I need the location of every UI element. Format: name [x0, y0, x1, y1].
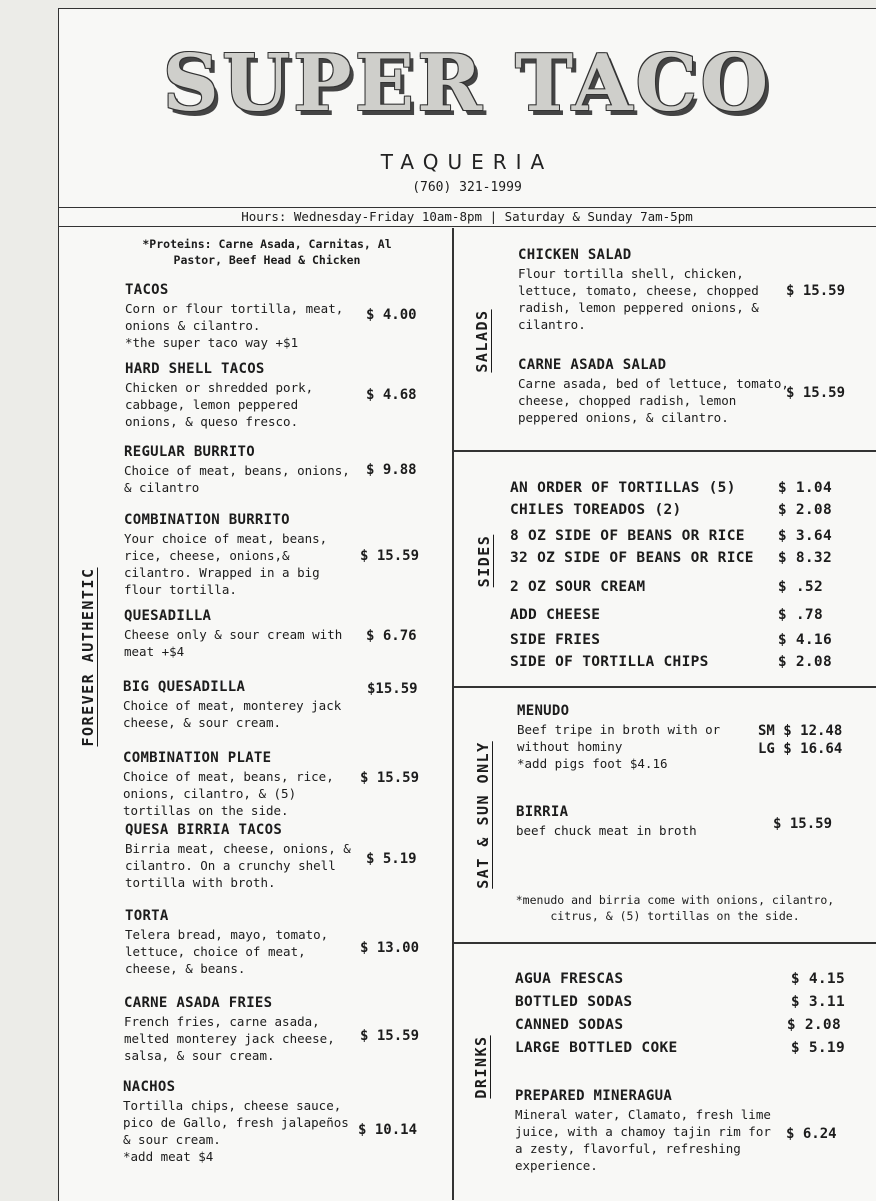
side-item-price: $ 2.08 — [777, 654, 832, 670]
menu-item-carne-asada-fries — [124, 995, 354, 1064]
side-item — [510, 579, 855, 595]
drink-item-name: AGUA FRESCAS — [515, 971, 624, 987]
menu-item-hard-shell-tacos — [125, 361, 355, 430]
item-price: $ 15.59 — [360, 1028, 420, 1044]
side-item-name: CHILES TOREADOS (2) — [510, 502, 682, 518]
side-item — [510, 550, 855, 566]
menu-header — [58, 8, 876, 228]
item-name: TORTA — [125, 908, 169, 924]
item-name: CHICKEN SALAD — [518, 247, 632, 263]
section-label-forever-authentic: FOREVER AUTHENTIC — [79, 567, 97, 747]
section-label-sides: SIDES — [475, 534, 493, 588]
item-name: COMBINATION BURRITO — [124, 512, 290, 528]
section-label-sat-sun-only: SAT & SUN ONLY — [474, 741, 492, 889]
menu-item-tacos — [125, 282, 355, 351]
item-name: HARD SHELL TACOS — [125, 361, 265, 377]
item-desc: Birria meat, cheese, onions, & cilantro. On a crunchy shell tortilla with broth. — [125, 841, 351, 890]
item-note: *the super taco way +$1 — [125, 335, 299, 350]
side-item-price: $ 3.64 — [777, 528, 832, 544]
menu-item-prepared-mineragua — [515, 1088, 780, 1174]
item-name: QUESADILLA — [124, 608, 212, 624]
item-price: $ 9.88 — [366, 462, 417, 478]
item-desc: Corn or flour tortilla, meat, onions & cilantro. — [125, 301, 344, 333]
phone-number: (760) 321-1999 — [412, 180, 522, 195]
menu-item-quesa-birria-tacos — [125, 822, 355, 891]
item-desc: Tortilla chips, cheese sauce, pico de Gallo, fresh jalapeños & sour cream. — [123, 1098, 349, 1147]
menu-item-torta — [125, 908, 350, 977]
menu-item-carne-asada-salad — [518, 357, 793, 426]
item-price: $ 15.59 — [786, 385, 846, 401]
item-price: $15.59 — [367, 681, 418, 697]
item-desc: Choice of meat, beans, rice, onions, cilantro, & (5) tortillas on the side. — [123, 769, 334, 818]
menu-item-quesadilla — [124, 608, 354, 660]
column-divider — [452, 228, 454, 1200]
side-item-price: $ .52 — [777, 579, 823, 595]
side-item-name: AN ORDER OF TORTILLAS (5) — [510, 480, 736, 496]
drink-item-price: $ 4.15 — [790, 971, 845, 987]
item-name: COMBINATION PLATE — [123, 750, 272, 766]
side-item — [510, 528, 855, 544]
side-item-name: SIDE FRIES — [510, 632, 601, 648]
item-price: $ 6.76 — [366, 628, 417, 644]
side-item — [510, 607, 855, 623]
item-price: $ 15.59 — [360, 548, 420, 564]
item-desc: Chicken or shredded pork, cabbage, lemon peppered onions, & queso fresco. — [125, 380, 314, 429]
side-item-name: ADD CHEESE — [510, 607, 601, 623]
item-price: $ 15.59 — [360, 770, 420, 786]
side-item-name: 2 OZ SOUR CREAM — [510, 579, 646, 595]
section-divider-weekend — [453, 942, 876, 944]
subtitle: TAQUERIA — [380, 150, 554, 174]
side-item — [510, 480, 855, 496]
item-desc: French fries, carne asada, melted monterey jack cheese, salsa, & sour cream. — [124, 1014, 335, 1063]
item-desc: Choice of meat, beans, onions, & cilantro — [124, 463, 350, 495]
side-item — [510, 502, 855, 518]
item-desc: Telera bread, mayo, tomato, lettuce, choice of meat, cheese, & beans. — [125, 927, 329, 976]
item-desc: Flour tortilla shell, chicken, lettuce, tomato, cheese, chopped radish, lemon peppered onions, & cilantro. — [518, 266, 759, 332]
item-name: CARNE ASADA FRIES — [124, 995, 273, 1011]
item-price: $ 5.19 — [366, 851, 417, 867]
item-desc: Your choice of meat, beans, rice, cheese, onions,& cilantro. Wrapped in a big flour tortilla. — [124, 531, 328, 597]
item-name: MENUDO — [517, 703, 570, 719]
item-name: BIG QUESADILLA — [123, 679, 246, 695]
item-name: QUESA BIRRIA TACOS — [125, 822, 283, 838]
section-divider-sides — [453, 686, 876, 688]
drink-item-name: CANNED SODAS — [515, 1017, 624, 1033]
item-desc: Cheese only & sour cream with meat +$4 — [124, 627, 343, 659]
item-desc: Choice of meat, monterey jack cheese, & sour cream. — [123, 698, 342, 730]
item-desc: beef chuck meat in broth — [516, 823, 697, 838]
item-price-small: SM $ 12.48 — [758, 723, 843, 739]
item-price: $ 4.68 — [366, 387, 417, 403]
item-note: *add pigs foot $4.16 — [517, 756, 668, 771]
side-item-name: 32 OZ SIDE OF BEANS OR RICE — [510, 550, 754, 566]
menu-item-big-quesadilla — [123, 679, 358, 731]
menu-item-chicken-salad — [518, 247, 783, 333]
side-item-price: $ 4.16 — [777, 632, 832, 648]
side-item-price: $ 2.08 — [777, 502, 832, 518]
side-item-price: $ 1.04 — [777, 480, 832, 496]
menu-item-combination-burrito — [124, 512, 354, 598]
item-price: $ 15.59 — [773, 816, 833, 832]
section-label-salads: SALADS — [473, 309, 491, 373]
item-name: BIRRIA — [516, 804, 569, 820]
drink-item-price: $ 3.11 — [790, 994, 845, 1010]
item-note: *add meat $4 — [123, 1149, 214, 1164]
menu-item-combination-plate — [123, 750, 358, 819]
item-price: $ 10.14 — [358, 1122, 418, 1138]
item-price: $ 4.00 — [366, 307, 417, 323]
hours-bar: Hours: Wednesday-Friday 10am-8pm | Saturday & Sunday 7am-5pm — [58, 207, 876, 227]
item-desc: Beef tripe in broth with or without hominy — [517, 722, 721, 754]
item-desc: Mineral water, Clamato, fresh lime juice, with a chamoy tajin rim for a zesty, flavorful, refreshing experience. — [515, 1107, 771, 1173]
side-item — [510, 632, 855, 648]
drink-item-price: $ 5.19 — [790, 1040, 845, 1056]
brand-logo: SUPER TACO — [162, 38, 772, 129]
drink-item — [515, 994, 845, 1010]
side-item — [510, 654, 855, 670]
drink-item-name: LARGE BOTTLED COKE — [515, 1040, 678, 1056]
drink-item — [515, 971, 845, 987]
proteins-note: *Proteins: Carne Asada, Carnitas, Al Pastor, Beef Head & Chicken — [142, 237, 392, 267]
item-price-large: LG $ 16.64 — [758, 741, 843, 757]
drink-item — [515, 1017, 845, 1033]
item-name: CARNE ASADA SALAD — [518, 357, 667, 373]
item-name: REGULAR BURRITO — [124, 444, 255, 460]
drink-item — [515, 1040, 845, 1056]
item-name: NACHOS — [123, 1079, 176, 1095]
item-price: $ 6.24 — [786, 1126, 837, 1142]
section-label-drinks: DRINKS — [472, 1035, 490, 1099]
menu-item-menudo — [517, 703, 757, 772]
drink-item-name: BOTTLED SODAS — [515, 994, 633, 1010]
menu-item-nachos — [123, 1079, 355, 1165]
item-name: PREPARED MINERAGUA — [515, 1088, 673, 1104]
menu-item-regular-burrito — [124, 444, 354, 496]
item-price: $ 15.59 — [786, 283, 846, 299]
weekend-footnote: *menudo and birria come with onions, cilantro, citrus, & (5) tortillas on the side. — [515, 893, 835, 923]
side-item-name: SIDE OF TORTILLA CHIPS — [510, 654, 709, 670]
drink-item-price: $ 2.08 — [786, 1017, 841, 1033]
side-item-price: $ .78 — [777, 607, 823, 623]
side-item-price: $ 8.32 — [777, 550, 832, 566]
item-price: $ 13.00 — [360, 940, 420, 956]
item-desc: Carne asada, bed of lettuce, tomato, cheese, chopped radish, lemon peppered onions, & cilantro. — [518, 376, 789, 425]
section-divider-salads — [453, 450, 876, 452]
menu-item-birria — [516, 804, 756, 839]
side-item-name: 8 OZ SIDE OF BEANS OR RICE — [510, 528, 745, 544]
item-name: TACOS — [125, 282, 169, 298]
